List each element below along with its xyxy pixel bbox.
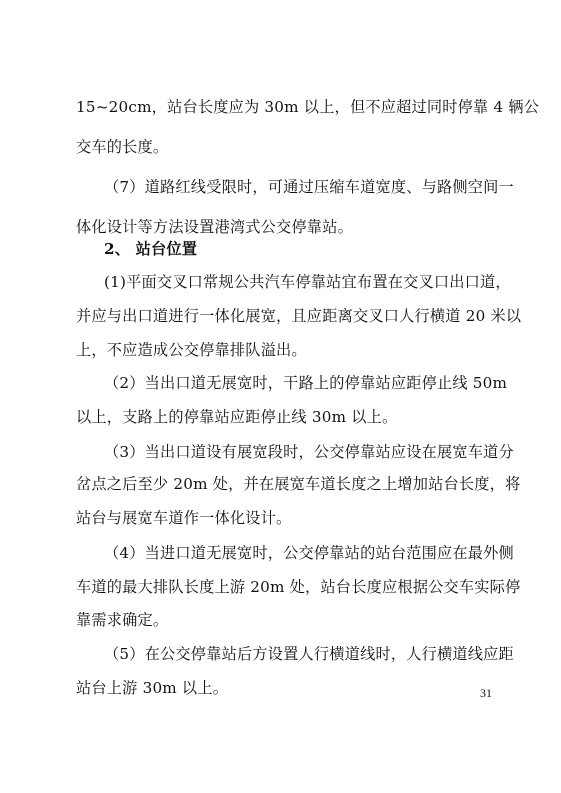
paragraph-line: （7）道路红线受限时，可通过压缩车道宽度、与路侧空间一	[104, 178, 514, 196]
paragraph-line: 交车的长度。	[76, 138, 169, 156]
paragraph-line: 并应与出口道进行一体化展宽，且应距离交叉口人行横道 20 米以	[76, 307, 522, 325]
paragraph-line: （4）当进口道无展宽时，公交停靠站的站台范围应在最外侧	[104, 544, 514, 562]
paragraph-line: (1)平面交叉口常规公共汽车停靠站宜布置在交叉口出口道，	[104, 273, 511, 291]
paragraph-line: （2）当出口道无展宽时，干路上的停靠站应距停止线 50m	[104, 374, 508, 392]
paragraph-line: 以上，支路上的停靠站应距停止线 30m 以上。	[76, 408, 398, 426]
paragraph-line: 15~20cm，站台长度应为 30m 以上，但不应超过同时停靠 4 辆公	[76, 98, 540, 116]
paragraph-line: 车道的最大排队长度上游 20m 处，站台长度应根据公交车实际停	[76, 578, 521, 596]
paragraph-line: （3）当出口道设有展宽段时，公交停靠站应设在展宽车道分	[104, 443, 514, 461]
section-heading: 2、 站台位置	[104, 240, 198, 258]
paragraph-line: 靠需求确定。	[76, 611, 169, 629]
page-number: 31	[480, 686, 492, 700]
paragraph-line: 站台上游 30m 以上。	[76, 679, 229, 697]
paragraph-line: （5）在公交停靠站后方设置人行横道线时，人行横道线应距	[104, 645, 514, 663]
paragraph-line: 岔点之后至少 20m 处，并在展宽车道长度之上增加站台长度，将	[76, 475, 521, 493]
paragraph-line: 上，不应造成公交停靠排队溢出。	[76, 341, 307, 359]
paragraph-line: 站台与展宽车道作一体化设计。	[76, 509, 292, 527]
paragraph-line: 体化设计等方法设置港湾式公交停靠站。	[76, 218, 353, 236]
